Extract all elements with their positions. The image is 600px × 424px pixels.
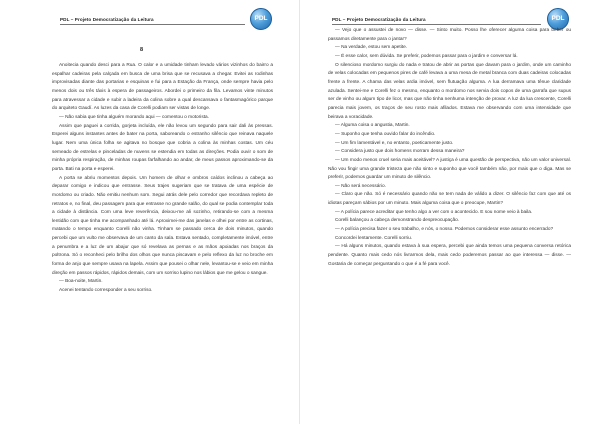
paragraph: Anoitecia quando desci para a Rua. O calor e a umidade tinham levado vários vizinhos do bairro a espalhar cadeiras pela calçada em busca de uma brisa que se recusava a chegar. Evitei as rodinhas improvisadas diante das portarias e esquinas e fui para a Estação da França, onde sempre havia pelo menos dois ou três táxis à espera de passageiros. Abordei o primeiro da fila. Levamos vinte minutos para atravessar a cidade e subir a ladeira da colina sobre a qual descansava o fantasmagórico parque do arquiteto Gaudí. As luzes da casa de Corelli podiam ser vistas de longe. [52, 63, 273, 112]
paragraph: — A polícia parece acreditar que tenho algo a ver com o acontecido. E sou nome veio à baila. [335, 209, 533, 215]
right-page-text [328, 27, 571, 269]
paragraph: Concordei lentamente. Corelli sorriu. [335, 235, 413, 241]
left-page-text [52, 62, 273, 296]
paragraph: — Na verdade, estou sem apetite. [335, 45, 408, 51]
paragraph: — Vejo que o assustei de novo — disse. — Sinto muito. Posso lhe oferecer alguma coisa para beber ou passamos diretamente para o jantar? [328, 28, 571, 42]
pdl-logo-icon [250, 8, 272, 30]
paragraph: — Suponho que tenha ouvido falar do incêndio. [335, 131, 436, 137]
paragraph: — Claro que não. Só é necessário quando não se tem nada de válido a dizer. O silêncio faz com que até os idiotas pareçam sábios por um minuto. Mais alguma coisa que o preocupe, Martin? [328, 192, 571, 207]
paragraph: Assim que paguei a corrida, gorjeta incluída, ele não levou um segundo para sair dali às pressas. Esperei alguns instantes antes de bater na porta, saboreando o estranho silêncio que reinava naquele lugar. Nem uma única folha se agitava no bosque que cobria a colina às minhas costas. Um céu semeado de estrelas e pinceladas de nuvens se estendia em todas as direções. Podia ouvir o som de minha própria respiração, de minhas roupas farfalhando ao andar, de meus passos aproximando-se da porta. Bati na porta e esperei. [52, 123, 273, 172]
paragraph: — Boa-noite, Martin. [59, 279, 103, 285]
right-header-title: PDL – Projeto Democratização da Leitura [332, 17, 426, 22]
paragraph: — Um modo menos cruel seria mais aceitável? A justiça é uma questão de perspectiva, não um valor universal. Não vou fingir uma grande tristeza que não sinto e suponho que você também não, por mais que o diga. Mas se preferir, podemos guardar um minuto de silêncio. [328, 157, 571, 181]
paragraph: A porta se abriu momentos depois. Um homem de olhar e ombros caídos inclinou a cabeça ao deparar comigo e indicou que entrasse. Seus trajes sugeriam que se tratava de uma espécie de mordomo ou criado. Não emitiu nenhum som. Segui atrás dele pelo corredor que recordava repleto de retratos e, no final, deu passagem para que entrasse no grande salão, do qual se podia contemplar toda a cidade à distância. Com uma leve reverência, deixou-me ali sozinho, retirando-se com a mesma lentidão com que tinha me acompanhado até lá. Aproximei-me das janelas e olhei por entre as cortinas, matando o tempo enquanto Corelli não vinha. Tinham se passado cerca de dois minutos, quando percebi que um vulto me observava de um canto da sala. Estava sentado, completamente imóvel, entre a penumbra e a luz de um abajur que só revelava as pernas e as mãos apoiadas nos braços da poltrona. Só o reconheci pelo brilho dos olhos que nunca piscavam e pelo reflexo da luz no broche em forma de anjo que sempre usava na lapela. Assim que pousei o olhar nele, levantou-se e veio em minha direção em passos rápidos, rápidos demais, com um sorriso lupino nos lábios que me gelou o sangue. [52, 175, 273, 276]
paragraph: — Não sabia que tinha alguém morando aqui — comentou o motorista. [59, 114, 209, 120]
paragraph: O silencioso mordomo surgiu do nada e tratou de abrir as portas que davam para o jardim, onde um caminho de velas colocadas em pequenos pires de café levava a uma mesa de metal branca com duas cadeiras colocadas frente a frente. A chama das velas ardia imóvel, sem flutuação alguma. A lua derramava uma tênue claridade azulada. Sentei-me e Corelli fez o mesmo, enquanto o mordomo nos servia dois copos de uma garrafa que supus ser de vinho ou algum tipo de licor, mas que não tinha nenhuma intenção de provar. A luz da lua crescente, Corelli parecia mais jovem, os traços de seu rosto mais afilados. Estava me observando com uma intensidade que beirava a voracidade. [328, 62, 571, 120]
paragraph: — Não será necessário. [335, 183, 386, 189]
paragraph: — É esse calor, sem dúvida. Se preferir, podemos passar para o jardim e conversar lá. [335, 53, 518, 59]
paragraph: Acenei tentando corresponder a seu sorriso. [59, 288, 153, 294]
paragraph: — Alguma coisa o angustia, Martin. [335, 123, 410, 129]
paragraph: — Um fim lamentável e, no entanto, poeticamente justo. [335, 140, 454, 146]
right-header-rule [332, 24, 541, 25]
left-header-rule [60, 24, 245, 25]
paragraph: — A polícia precisa fazer o seu trabalho, e nós, o nosso. Podemos considerar esse assunto encerrado? [335, 227, 554, 233]
paragraph: — Considera justo que dois homens morram dessa maneira? [335, 149, 465, 155]
chapter-number: 8 [140, 47, 144, 53]
paragraph: Corelli balançou a cabeça demonstrando despreocupação. [335, 218, 460, 224]
left-page-header [60, 8, 275, 30]
left-header-title: PDL – Projeto Democratização da Leitura [60, 17, 154, 22]
pdl-logo-text: PDL [254, 15, 268, 22]
pdl-logo-text: PDL [551, 15, 565, 22]
paragraph: — Há alguns minutos, quando estava à sua espera, percebi que ainda temos uma pequena conversa retórica pendente. Quanto mais cedo nós livrarmos dela, mais cedo poderemos passar ao que interessa — disse. — Gostaria de começar perguntando o que é a fé para você. [328, 244, 571, 267]
right-page [300, 0, 600, 424]
